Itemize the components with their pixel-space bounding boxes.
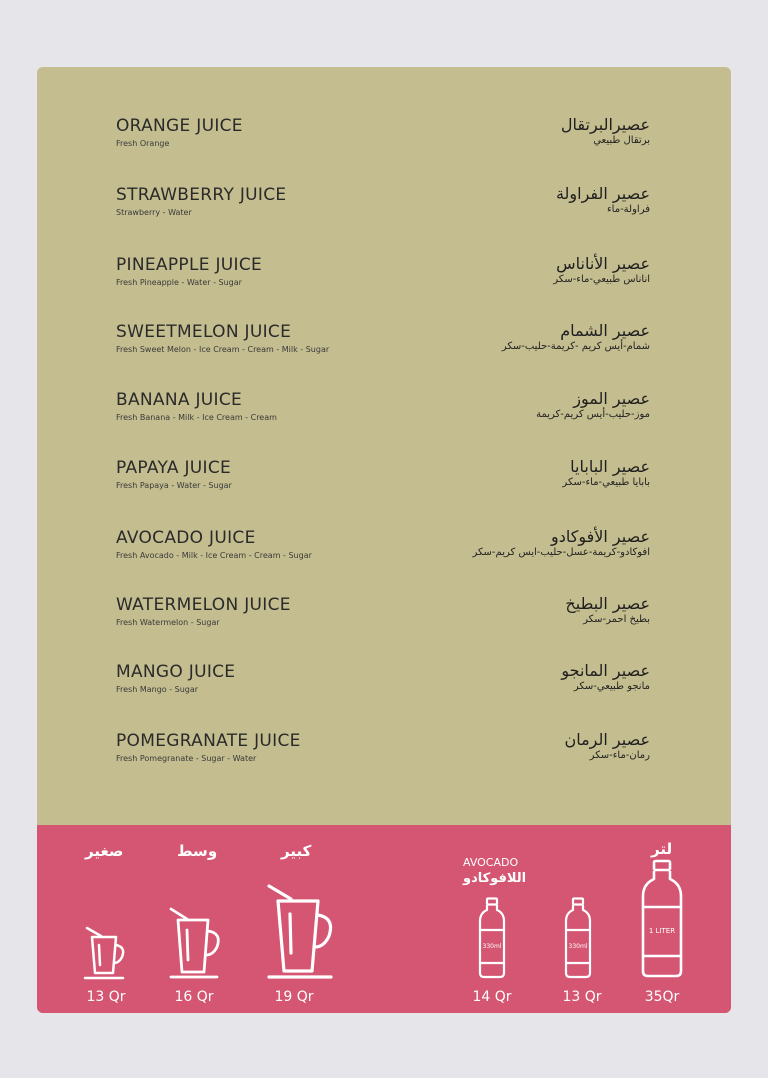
item-ar-name: عصير الموز: [573, 389, 650, 408]
item-ar: [350, 730, 650, 761]
bottle-shape: [564, 897, 592, 979]
avocado-en-label: AVOCADO: [463, 856, 519, 869]
item-ar-name: عصير الفراولة: [555, 184, 650, 203]
large-price: 19 Qr: [274, 989, 314, 1005]
menu-item-strawberry[interactable]: [37, 185, 731, 235]
item-ar-desc: بطيخ احمر-سكر: [583, 614, 650, 625]
item-en-desc: Fresh Mango - Sugar: [116, 685, 199, 694]
item-ar: [350, 115, 650, 146]
menu-item-papaya[interactable]: [37, 458, 731, 508]
item-en-desc: Fresh Pineapple - Water - Sugar: [116, 278, 242, 287]
item-ar-desc: فراولة-ماء: [606, 204, 650, 215]
item-ar: [350, 389, 650, 420]
large-cup-icon[interactable]: [265, 881, 337, 983]
item-ar-name: عصير الرمان: [564, 730, 650, 749]
item-ar: [350, 254, 650, 285]
item-ar-desc: رمان-ماء-سكر: [589, 750, 650, 761]
bottle-shape: [640, 859, 684, 979]
menu-item-avocado[interactable]: [37, 528, 731, 578]
item-en-name: AVOCADO JUICE: [116, 528, 256, 548]
item-ar-name: عصير الأناناس: [556, 254, 650, 273]
item-ar: [350, 457, 650, 488]
bottle-avocado-price: 14 Qr: [472, 989, 512, 1005]
menu-item-orange[interactable]: [37, 116, 731, 166]
item-en-name: WATERMELON JUICE: [116, 595, 291, 615]
item-ar: [350, 594, 650, 625]
medium-size-label: وسط: [177, 842, 218, 860]
menu-item-mango[interactable]: [37, 662, 731, 712]
item-ar-desc: افوكادو-كريمة-عسل-حليب-ايس كريم-سكر: [472, 547, 650, 558]
item-en-desc: Fresh Papaya - Water - Sugar: [116, 481, 232, 490]
item-en-name: ORANGE JUICE: [116, 116, 243, 136]
item-en-desc: Fresh Sweet Melon - Ice Cream - Cream - Milk - Sugar: [116, 345, 330, 354]
small-size-label: صغير: [85, 842, 124, 860]
item-ar-desc: موز-حليب-أيس كريم-كريمة: [536, 409, 650, 420]
item-en-name: MANGO JUICE: [116, 662, 236, 682]
item-ar-desc: اناناس طبيعي-ماء-سكر: [553, 274, 650, 285]
item-ar-name: عصير البابايا: [570, 457, 650, 476]
juice-menu-list: [37, 67, 731, 825]
menu-item-pineapple[interactable]: [37, 255, 731, 305]
item-en-name: PAPAYA JUICE: [116, 458, 232, 478]
item-en-desc: Fresh Avocado - Milk - Ice Cream - Cream - Sugar: [116, 551, 312, 560]
item-en-name: SWEETMELON JUICE: [116, 322, 292, 342]
item-ar-name: عصيرالبرتقال: [560, 115, 650, 134]
menu-item-banana[interactable]: [37, 390, 731, 440]
item-ar-desc: مانجو طبيعي-سكر: [573, 681, 650, 692]
item-en-name: POMEGRANATE JUICE: [116, 731, 301, 751]
medium-price: 16 Qr: [174, 989, 214, 1005]
item-en-name: PINEAPPLE JUICE: [116, 255, 263, 275]
avocado-bottle-icon[interactable]: [478, 897, 506, 979]
item-ar: [350, 527, 650, 558]
bottle-shape: [478, 897, 506, 979]
item-en-desc: Fresh Orange: [116, 139, 170, 148]
bottle-volume-label: 330ml: [568, 943, 588, 950]
menu-item-watermelon[interactable]: [37, 595, 731, 645]
medium-cup-icon[interactable]: [167, 905, 223, 981]
item-ar: [350, 321, 650, 352]
item-en-name: BANANA JUICE: [116, 390, 243, 410]
bottle-liter-price: 35Qr: [644, 989, 680, 1005]
item-ar: [350, 184, 650, 215]
item-ar-desc: برتقال طبيعي: [593, 135, 650, 146]
bottle-volume-label: 330ml: [482, 943, 502, 950]
sizes-pricing-panel: [37, 825, 731, 1013]
liter-bottle-icon[interactable]: [640, 859, 684, 979]
large-size-label: كبير: [281, 842, 312, 860]
menu-item-pomegranate[interactable]: [37, 731, 731, 781]
item-en-desc: Fresh Pomegranate - Sugar - Water: [116, 754, 257, 763]
item-ar-name: عصير البطيخ: [565, 594, 650, 613]
bottle-small-price: 13 Qr: [562, 989, 602, 1005]
item-en-desc: Fresh Watermelon - Sugar: [116, 618, 220, 627]
item-en-name: STRAWBERRY JUICE: [116, 185, 287, 205]
item-ar-desc: شمام-أيس كريم -كريمة-حليب-سكر: [501, 341, 650, 352]
item-en-desc: Fresh Banana - Milk - Ice Cream - Cream: [116, 413, 277, 422]
bottle-volume-label: 1 LITER: [648, 927, 676, 935]
small-bottle-icon[interactable]: [564, 897, 592, 979]
item-ar-name: عصير المانجو: [561, 661, 650, 680]
liter-label: لتر: [651, 840, 673, 858]
menu-card: [37, 67, 731, 1013]
small-cup-icon[interactable]: [83, 923, 129, 981]
item-ar-name: عصير الشمام: [560, 321, 650, 340]
item-ar-desc: بابايا طبيعي-ماء-سكر: [562, 477, 650, 488]
avocado-ar-label: اللافوكادو: [463, 871, 527, 886]
small-price: 13 Qr: [86, 989, 126, 1005]
menu-item-sweetmelon[interactable]: [37, 322, 731, 372]
item-en-desc: Strawberry - Water: [116, 208, 192, 217]
item-ar: [350, 661, 650, 692]
item-ar-name: عصير الأفوكادو: [551, 527, 650, 546]
